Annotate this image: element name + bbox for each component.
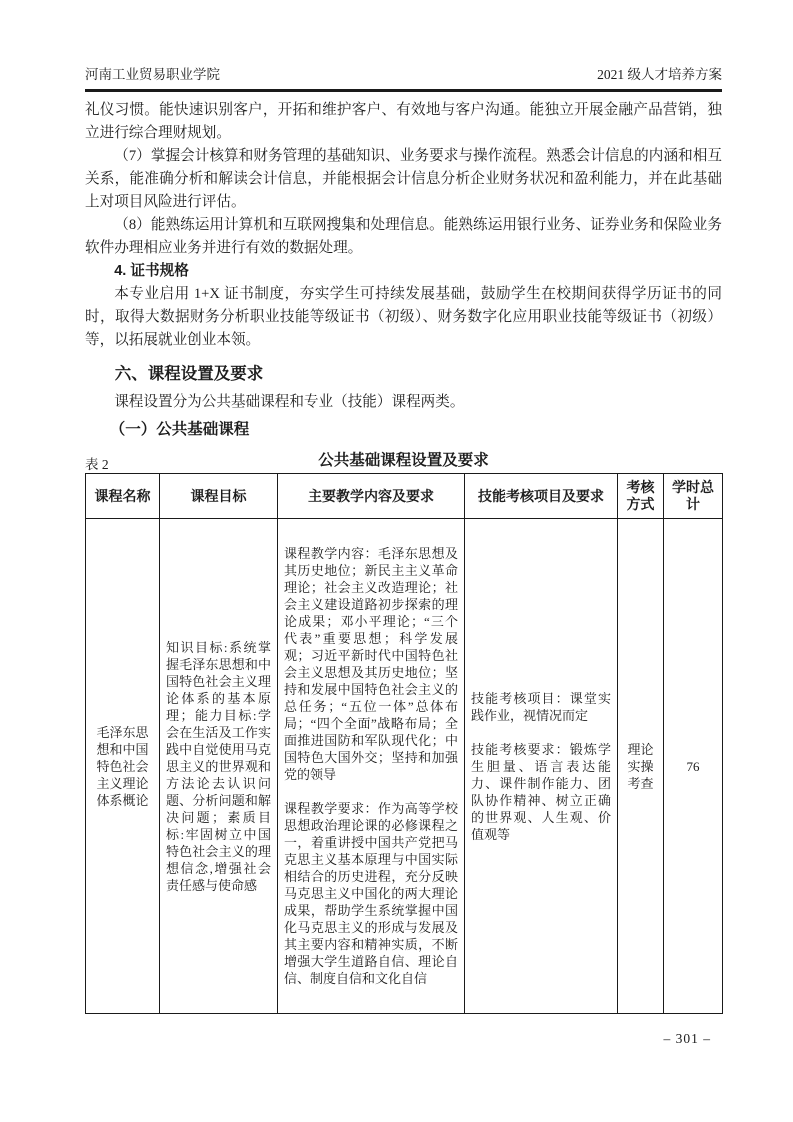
program-title: 2021 级人才培养方案 <box>597 67 722 82</box>
table-caption <box>85 449 722 473</box>
column-header-teaching-content: 主要教学内容及要求 <box>278 474 465 519</box>
table-label: 表 2 <box>85 457 109 472</box>
column-header-skill-assessment: 技能考核项目及要求 <box>465 474 618 519</box>
table-header-row <box>86 474 723 519</box>
teaching-content-cell <box>278 519 465 1014</box>
header-rule <box>85 89 722 92</box>
heading-section-6: 六、课程设置及要求 <box>114 365 264 383</box>
column-header-method: 考核方式 <box>618 474 664 519</box>
paragraph-certificate: 本专业启用 1+X 证书制度，夯实学生可持续发展基础，鼓励学生在校期间获得学历证书的同时，取得大数据财务分析职业技能等级证书（初级）、财务数字化应用职业技能等级证书（初级）等，以拓展就业创业本领。 <box>85 286 722 348</box>
table-title: 公共基础课程设置及要求 <box>318 452 489 469</box>
assessment-method-cell: 理论实操考查 <box>618 519 664 1014</box>
heading-public-basic-courses: （一）公共基础课程 <box>109 421 250 438</box>
school-name: 河南工业贸易职业学院 <box>85 67 220 82</box>
page-number: – 301 – <box>663 1031 711 1046</box>
course-objectives-cell: 知识目标:系统掌握毛泽东思想和中国特色社会主义理论体系的基本原理；能力目标:学会在生活及工作实践中自觉使用马克思主义的世界观和方法论去认识问题、分析问题和解决问题；素质目标:牢固树立中国特色社会主义的理想信念,增强社会责任感与使命感 <box>160 519 278 1014</box>
total-hours-cell: 76 <box>664 519 723 1014</box>
table-row <box>86 519 723 1014</box>
assessment-project-paragraph: 技能考核项目：课堂实践作业，视情况而定 <box>471 690 611 723</box>
heading-certificate: 4. 证书规格 <box>114 263 189 279</box>
running-header <box>85 63 722 83</box>
teaching-content-paragraph: 课程教学内容：毛泽东思想及其历史地位；新民主主义革命理论；社会主义改造理论；社会主义建设道路初步探索的理论成果；邓小平理论；“三个代表”重要思想；科学发展观；习近平新时代中国特色社会主义思想及其历史地位；坚持和发展中国特色社会主义的总任务；“五位一体”总体布局；“四个全面”战略布局；全面推进国防和军队现代化；中国特色大国外交；坚持和加强党的领导 <box>284 546 458 782</box>
page-content <box>85 99 722 1014</box>
paragraph-8: （8）能熟练运用计算机和互联网搜集和处理信息。能熟练运用银行业务、证券业务和保险业务软件办理相应业务并进行有效的数据处理。 <box>85 217 722 256</box>
column-header-course-name: 课程名称 <box>86 474 160 519</box>
assessment-requirement-paragraph: 技能考核要求：锻炼学生胆量、语言表达能力、课件制作能力、团队协作精神、树立正确的世界观、人生观、价值观等 <box>471 741 611 842</box>
paragraph-continuation: 礼仪习惯。能快速识别客户，开拓和维护客户、有效地与客户沟通。能独立开展金融产品营销，独立进行综合理财规划。 <box>85 102 722 141</box>
column-header-hours: 学时总计 <box>664 474 723 519</box>
paragraph-7: （7）掌握会计核算和财务管理的基础知识、业务要求与操作流程。熟悉会计信息的内涵和相互关系，能准确分析和解读会计信息，并能根据会计信息分析企业财务状况和盈利能力，并在此基础上对项目风险进行评估。 <box>85 148 722 210</box>
course-name-cell: 毛泽东思想和中国特色社会主义理论体系概论 <box>86 519 160 1014</box>
paragraph-section-6: 课程设置分为公共基础课程和专业（技能）课程两类。 <box>114 394 465 410</box>
skill-assessment-cell <box>465 519 618 1014</box>
courses-table <box>85 473 723 1014</box>
column-header-objectives: 课程目标 <box>160 474 278 519</box>
teaching-requirement-paragraph: 课程教学要求：作为高等学校思想政治理论课的必修课程之一，着重讲授中国共产党把马克思主义基本原理与中国实际相结合的历史进程，充分反映马克思主义中国化的两大理论成果，帮助学生系统掌握中国化马克思主义的形成与发展及其主要内容和精神实质，不断增强大学生道路自信、理论自信、制度自信和文化自信 <box>284 801 458 986</box>
